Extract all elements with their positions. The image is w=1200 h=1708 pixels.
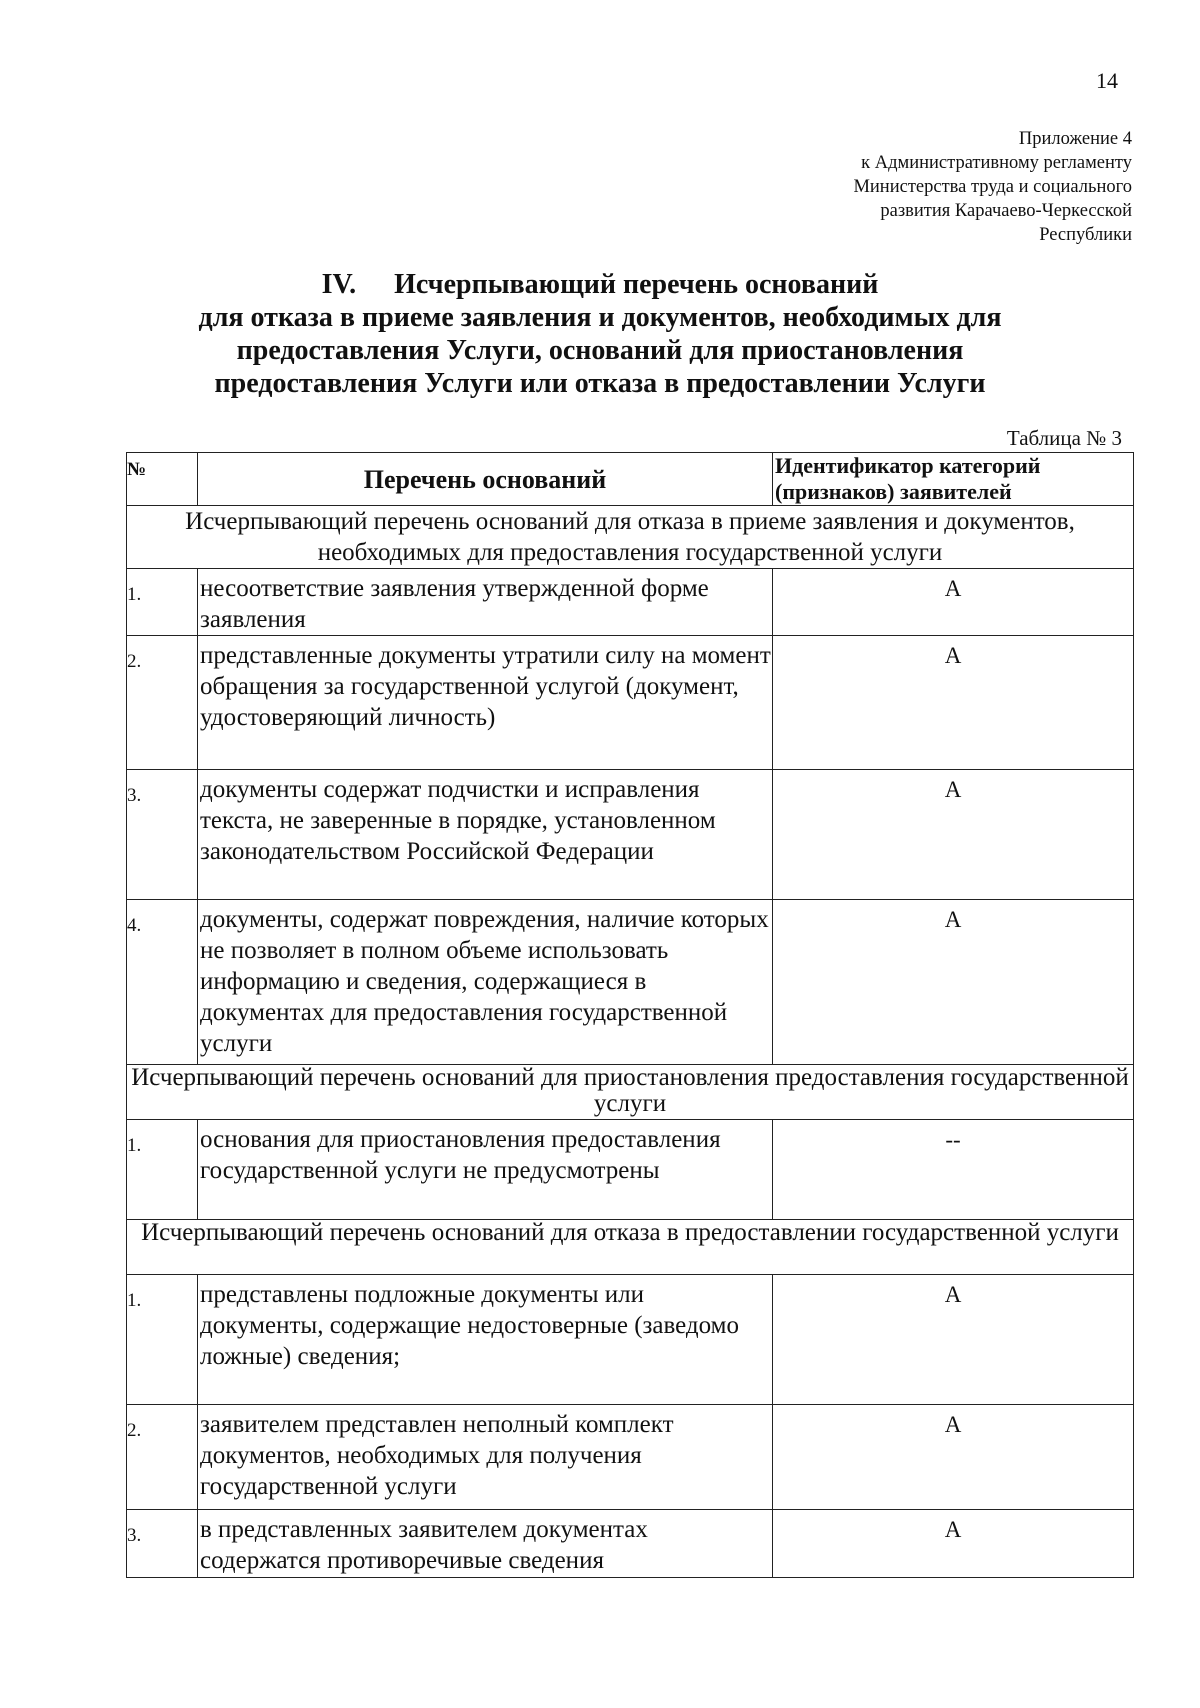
- row-identifier: А: [773, 569, 1134, 636]
- appendix-line: Приложение 4: [1018, 129, 1132, 149]
- row-number: 2.: [127, 1405, 198, 1510]
- row-identifier: А: [773, 636, 1134, 770]
- table-header-row: [127, 453, 1134, 506]
- row-number: 3.: [127, 770, 198, 900]
- section-heading-row: [127, 506, 1134, 569]
- row-identifier: --: [773, 1120, 1134, 1220]
- row-reason: заявителем представлен неполный комплект документов, необходимых для получения государственной услуги: [198, 1405, 773, 1510]
- section-title-line: Исчерпывающий перечень оснований: [394, 269, 879, 300]
- table-row: [127, 1275, 1134, 1405]
- reasons-table: [126, 452, 1134, 1578]
- appendix-line: развития Карачаево-Черкесской: [880, 201, 1132, 221]
- row-identifier: А: [773, 1510, 1134, 1578]
- appendix-line: к Административному регламенту: [861, 153, 1132, 173]
- table-row: [127, 569, 1134, 636]
- row-number: 1.: [127, 1275, 198, 1405]
- row-identifier: А: [773, 1275, 1134, 1405]
- row-reason: представленные документы утратили силу на момент обращения за государственной услугой (документ, удостоверяющий личность): [198, 636, 773, 770]
- row-reason: документы, содержат повреждения, наличие которых не позволяет в полном объеме использовать информацию и сведения, содержащиеся в документах для предоставления государственной услуги: [198, 900, 773, 1065]
- section-title: [140, 268, 1060, 400]
- row-number: 2.: [127, 636, 198, 770]
- table-row: [127, 636, 1134, 770]
- row-reason: представлены подложные документы или документы, содержащие недостоверные (заведомо ложные) сведения;: [198, 1275, 773, 1405]
- section-heading-row: [127, 1065, 1134, 1120]
- section-title-line: предоставления Услуги, оснований для приостановления: [236, 335, 964, 366]
- row-reason: документы содержат подчистки и исправления текста, не заверенные в порядке, установленном законодательством Российской Федерации: [198, 770, 773, 900]
- row-number: 1.: [127, 569, 198, 636]
- row-number: 4.: [127, 900, 198, 1065]
- section-heading-row: [127, 1220, 1134, 1275]
- header-reasons: Перечень оснований: [198, 453, 773, 506]
- section-roman-numeral: IV.: [321, 269, 357, 300]
- row-reason: основания для приостановления предоставления государственной услуги не предусмотрены: [198, 1120, 773, 1220]
- section-heading: Исчерпывающий перечень оснований для приостановления предоставления государственной услуги: [127, 1065, 1134, 1120]
- section-heading: Исчерпывающий перечень оснований для отказа в приеме заявления и документов, необходимых для предоставления государственной услуги: [127, 506, 1134, 569]
- table-row: [127, 900, 1134, 1065]
- table-row: [127, 1120, 1134, 1220]
- row-reason: в представленных заявителем документах содержатся противоречивые сведения: [198, 1510, 773, 1578]
- table-number-label: Таблица № 3: [1006, 426, 1122, 450]
- appendix-note: [853, 127, 1132, 247]
- row-identifier: А: [773, 770, 1134, 900]
- section-title-line: предоставления Услуги или отказа в предоставлении Услуги: [214, 368, 986, 399]
- row-number: 3.: [127, 1510, 198, 1578]
- row-reason: несоответствие заявления утвержденной форме заявления: [198, 569, 773, 636]
- row-identifier: А: [773, 1405, 1134, 1510]
- section-heading: Исчерпывающий перечень оснований для отказа в предоставлении государственной услуги: [127, 1220, 1134, 1275]
- table-row: [127, 1510, 1134, 1578]
- appendix-line: Министерства труда и социального: [853, 177, 1132, 197]
- appendix-line: Республики: [1039, 225, 1132, 245]
- row-identifier: А: [773, 900, 1134, 1065]
- header-identifier: Идентификатор категорий (признаков) заявителей: [773, 453, 1134, 506]
- page-number: 14: [1096, 68, 1118, 93]
- table-row: [127, 1405, 1134, 1510]
- header-number: №: [127, 453, 198, 506]
- section-title-line: для отказа в приеме заявления и документов, необходимых для: [198, 302, 1002, 333]
- table-row: [127, 770, 1134, 900]
- row-number: 1.: [127, 1120, 198, 1220]
